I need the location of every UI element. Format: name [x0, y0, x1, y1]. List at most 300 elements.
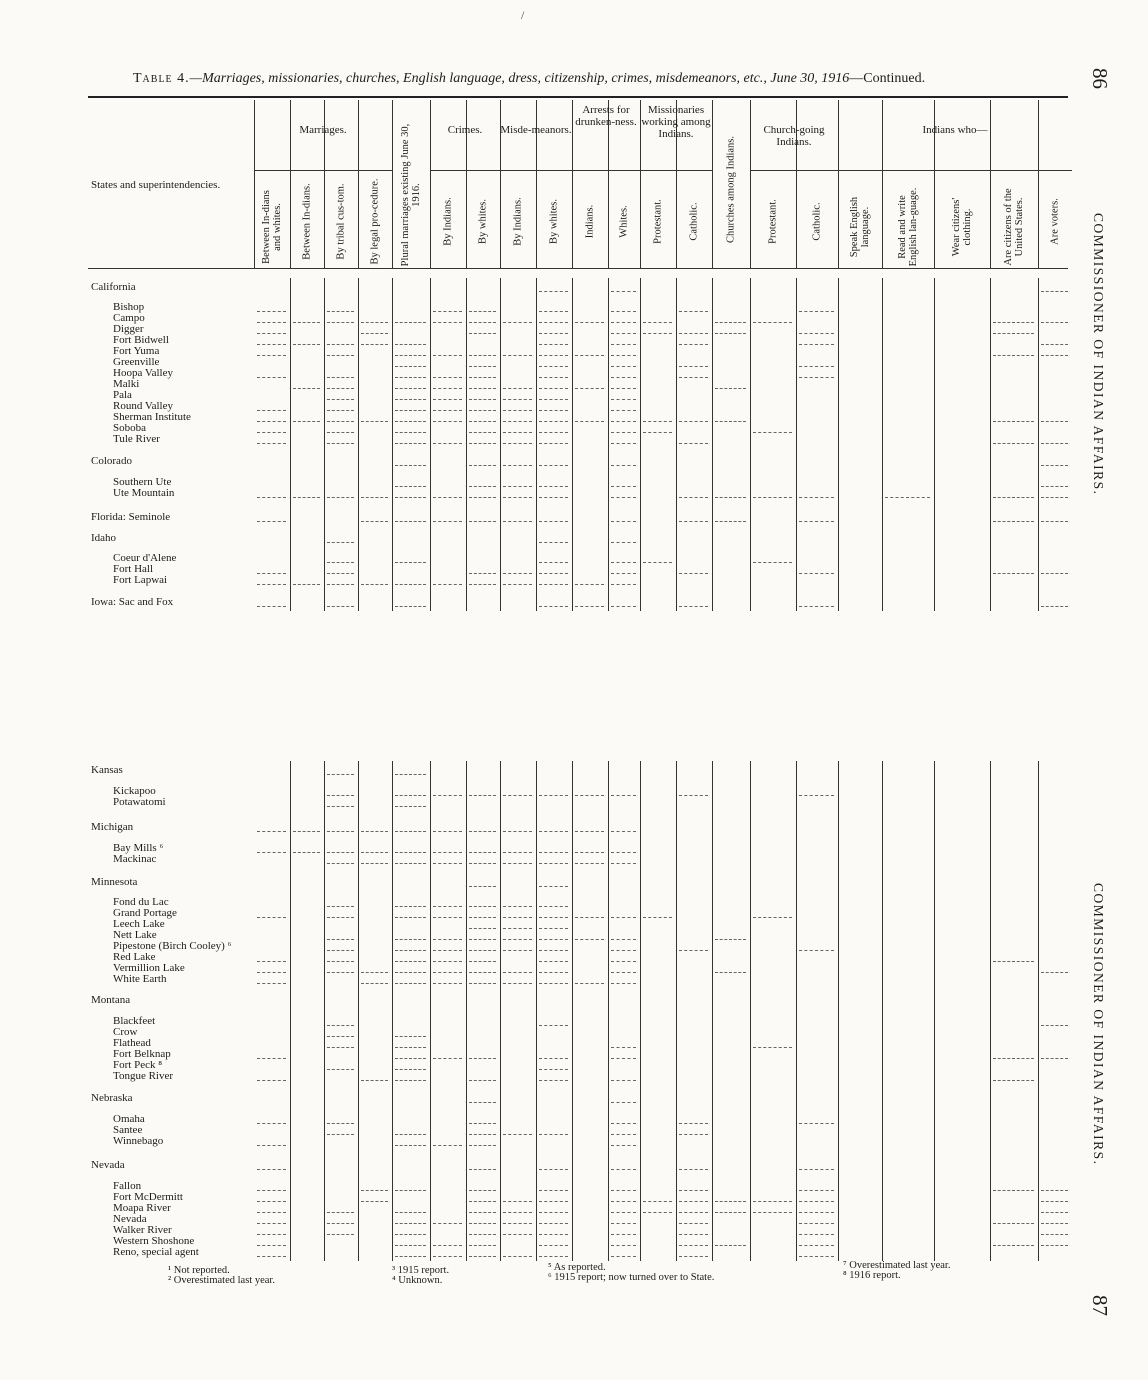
empty-cell [257, 1058, 286, 1059]
empty-cell [257, 573, 286, 574]
empty-cell [361, 322, 388, 323]
empty-cell [611, 831, 636, 832]
empty-cell [539, 410, 568, 411]
empty-cell [539, 1025, 568, 1026]
empty-cell [433, 421, 462, 422]
empty-cell [469, 421, 496, 422]
top-column-divider [324, 278, 325, 611]
row-name: Kickapoo [113, 785, 156, 797]
empty-cell [611, 562, 636, 563]
empty-cell [611, 1134, 636, 1135]
empty-cell [327, 432, 354, 433]
row-label [113, 488, 174, 499]
empty-cell [539, 366, 568, 367]
header-top-rule [88, 96, 1068, 98]
group-underline [750, 170, 838, 171]
empty-cell [503, 928, 532, 929]
row-label [91, 533, 116, 544]
empty-cell [257, 322, 286, 323]
empty-cell [611, 863, 636, 864]
empty-cell [799, 1169, 834, 1170]
empty-cell [679, 311, 708, 312]
empty-cell [503, 497, 532, 498]
empty-cell [575, 795, 604, 796]
row-name: Coeur d'Alene [113, 552, 177, 564]
bottom-column-divider [290, 761, 291, 1261]
empty-cell [539, 983, 568, 984]
empty-cell [395, 1212, 426, 1213]
empty-cell [611, 1080, 636, 1081]
empty-cell [469, 1234, 496, 1235]
empty-cell [679, 1234, 708, 1235]
top-column-divider [392, 278, 393, 611]
top-column-divider [608, 278, 609, 611]
empty-cell [1041, 497, 1068, 498]
empty-cell [799, 1245, 834, 1246]
empty-cell [1041, 1201, 1068, 1202]
empty-cell [611, 432, 636, 433]
empty-cell [611, 606, 636, 607]
empty-cell [753, 322, 792, 323]
empty-cell [327, 906, 354, 907]
column-heading: Wear citizens' clothing. [951, 197, 973, 257]
empty-cell [293, 831, 320, 832]
empty-cell [327, 1234, 354, 1235]
row-name: Fallon [113, 1180, 142, 1192]
empty-cell [257, 1145, 286, 1146]
empty-cell [611, 852, 636, 853]
table-continued: —Continued. [849, 71, 926, 86]
empty-cell [715, 939, 746, 940]
empty-cell [799, 606, 834, 607]
empty-cell [327, 606, 354, 607]
empty-cell [257, 497, 286, 498]
empty-cell [361, 1080, 388, 1081]
column-heading: Are citizens of the United States. [1003, 188, 1025, 266]
top-column-divider [712, 278, 713, 611]
empty-cell [395, 377, 426, 378]
empty-cell [293, 584, 320, 585]
empty-cell [679, 497, 708, 498]
empty-cell [539, 1223, 568, 1224]
empty-cell [503, 906, 532, 907]
empty-cell [1041, 521, 1068, 522]
empty-cell [503, 443, 532, 444]
empty-cell [361, 1201, 388, 1202]
empty-cell [539, 291, 568, 292]
row-name: Leech Lake [113, 918, 165, 930]
empty-cell [433, 983, 462, 984]
empty-cell [993, 443, 1034, 444]
top-column-divider [290, 278, 291, 611]
column-heading: Protestant. [652, 199, 664, 244]
empty-cell [395, 421, 426, 422]
empty-cell [611, 950, 636, 951]
empty-cell [539, 443, 568, 444]
empty-cell [539, 1245, 568, 1246]
bottom-column-divider [990, 761, 991, 1261]
empty-cell [679, 421, 708, 422]
row-name: Kansas [91, 764, 123, 776]
empty-cell [575, 388, 604, 389]
empty-cell [433, 521, 462, 522]
row-name: Minnesota [91, 876, 138, 888]
empty-cell [395, 806, 426, 807]
empty-cell [575, 421, 604, 422]
empty-cell [799, 1201, 834, 1202]
empty-cell [611, 1047, 636, 1048]
empty-cell [257, 521, 286, 522]
empty-cell [327, 562, 354, 563]
empty-cell [433, 355, 462, 356]
empty-cell [361, 584, 388, 585]
empty-cell [395, 1245, 426, 1246]
column-heading: By legal pro-cedure. [369, 178, 381, 265]
column-heading: Indians. [584, 204, 596, 239]
row-label [91, 995, 130, 1006]
empty-cell [1041, 465, 1068, 466]
bottom-column-divider [500, 761, 501, 1261]
empty-cell [395, 906, 426, 907]
header-column-divider [712, 100, 713, 268]
empty-cell [539, 939, 568, 940]
bottom-column-divider [750, 761, 751, 1261]
empty-cell [327, 1025, 354, 1026]
row-name: Moapa River [113, 1202, 171, 1214]
empty-cell [257, 852, 286, 853]
column-heading: By Indians. [512, 197, 524, 246]
empty-cell [1041, 1190, 1068, 1191]
empty-cell [611, 1223, 636, 1224]
empty-cell [539, 377, 568, 378]
empty-cell [539, 950, 568, 951]
empty-cell [433, 410, 462, 411]
empty-cell [679, 521, 708, 522]
empty-cell [395, 443, 426, 444]
row-name: Vermillion Lake [113, 962, 185, 974]
column-heading: Churches among Indians. [725, 135, 737, 244]
header-group: Missionaries working among Indians. [641, 104, 711, 140]
empty-cell [469, 972, 496, 973]
empty-cell [257, 333, 286, 334]
stub-heading: States and superintendencies. [91, 179, 221, 191]
empty-cell [469, 1169, 496, 1170]
empty-cell [503, 521, 532, 522]
column-heading: By whites. [548, 199, 560, 244]
empty-cell [469, 311, 496, 312]
empty-cell [327, 939, 354, 940]
empty-cell [715, 1201, 746, 1202]
column-heading: Between In-dians. [301, 183, 313, 260]
empty-cell [643, 1212, 672, 1213]
empty-cell [679, 1190, 708, 1191]
empty-cell [503, 410, 532, 411]
top-column-divider [990, 278, 991, 611]
bottom-column-divider [1038, 761, 1039, 1261]
empty-cell [469, 939, 496, 940]
empty-cell [469, 366, 496, 367]
empty-cell [469, 1201, 496, 1202]
empty-cell [611, 573, 636, 574]
empty-cell [395, 465, 426, 466]
empty-cell [395, 410, 426, 411]
empty-cell [433, 972, 462, 973]
empty-cell [327, 1069, 354, 1070]
empty-cell [395, 486, 426, 487]
row-label [91, 765, 123, 776]
empty-cell [799, 521, 834, 522]
top-column-divider [882, 278, 883, 611]
empty-cell [257, 1223, 286, 1224]
empty-cell [469, 1223, 496, 1224]
top-column-divider [466, 278, 467, 611]
empty-cell [611, 355, 636, 356]
empty-cell [257, 421, 286, 422]
empty-cell [539, 1169, 568, 1170]
empty-cell [611, 939, 636, 940]
empty-cell [361, 983, 388, 984]
row-name: Hoopa Valley [113, 367, 173, 379]
empty-cell [679, 1212, 708, 1213]
row-name: Winnebago [113, 1135, 164, 1147]
empty-cell [539, 497, 568, 498]
empty-cell [679, 1223, 708, 1224]
row-name: Malki [113, 378, 140, 390]
empty-cell [433, 399, 462, 400]
empty-cell [327, 1123, 354, 1124]
empty-cell [327, 322, 354, 323]
top-column-divider [536, 278, 537, 611]
empty-cell [327, 344, 354, 345]
bottom-column-divider [640, 761, 641, 1261]
empty-cell [395, 562, 426, 563]
empty-cell [395, 1234, 426, 1235]
empty-cell [503, 972, 532, 973]
row-name: Idaho [91, 532, 117, 544]
bottom-column-divider [934, 761, 935, 1261]
empty-cell [575, 983, 604, 984]
empty-cell [257, 1245, 286, 1246]
row-label [113, 797, 166, 808]
empty-cell [611, 291, 636, 292]
empty-cell [327, 863, 354, 864]
empty-cell [799, 311, 834, 312]
empty-cell [539, 972, 568, 973]
bottom-column-divider [676, 761, 677, 1261]
row-name: Campo [113, 312, 145, 324]
empty-cell [993, 421, 1034, 422]
empty-cell [327, 1036, 354, 1037]
empty-cell [753, 1212, 792, 1213]
group-underline [430, 170, 500, 171]
empty-cell [799, 950, 834, 951]
empty-cell [539, 831, 568, 832]
row-label [113, 854, 156, 865]
empty-cell [993, 961, 1034, 962]
footnote-3: ³ 1915 report. [392, 1265, 450, 1276]
empty-cell [469, 521, 496, 522]
top-column-divider [838, 278, 839, 611]
empty-cell [503, 1223, 532, 1224]
row-name: Bishop [113, 301, 145, 313]
empty-cell [395, 1134, 426, 1135]
empty-cell [539, 486, 568, 487]
empty-cell [539, 1069, 568, 1070]
empty-cell [1041, 1234, 1068, 1235]
empty-cell [993, 355, 1034, 356]
row-label [113, 974, 166, 985]
row-name: Crow [113, 1026, 138, 1038]
empty-cell [395, 1080, 426, 1081]
top-column-divider [358, 278, 359, 611]
row-name: Ute Mountain [113, 487, 175, 499]
row-name: Santee [113, 1124, 143, 1136]
empty-cell [327, 573, 354, 574]
group-underline [838, 170, 1072, 171]
empty-cell [1041, 421, 1068, 422]
column-heading: Plural marriages existing June 30, 1916. [400, 123, 422, 267]
empty-cell [611, 1245, 636, 1246]
empty-cell [469, 983, 496, 984]
empty-cell [799, 497, 834, 498]
empty-cell [469, 399, 496, 400]
empty-cell [575, 852, 604, 853]
empty-cell [885, 497, 930, 498]
empty-cell [799, 1234, 834, 1235]
empty-cell [361, 852, 388, 853]
empty-cell [539, 333, 568, 334]
empty-cell [361, 521, 388, 522]
column-heading: Catholic. [811, 202, 823, 241]
empty-cell [679, 1123, 708, 1124]
empty-cell [361, 972, 388, 973]
header-group: Arrests for drunken-ness. [575, 104, 637, 128]
empty-cell [799, 1223, 834, 1224]
empty-cell [503, 1134, 532, 1135]
empty-cell [503, 399, 532, 400]
bottom-column-divider [392, 761, 393, 1261]
empty-cell [327, 852, 354, 853]
empty-cell [395, 1256, 426, 1257]
empty-cell [469, 573, 496, 574]
row-label [91, 822, 133, 833]
empty-cell [257, 377, 286, 378]
empty-cell [575, 863, 604, 864]
empty-cell [257, 1080, 286, 1081]
empty-cell [715, 1245, 746, 1246]
empty-cell [361, 863, 388, 864]
empty-cell [643, 432, 672, 433]
empty-cell [611, 521, 636, 522]
row-name: Pipestone (Birch Cooley) ⁶ [113, 940, 232, 952]
empty-cell [395, 366, 426, 367]
empty-cell [327, 355, 354, 356]
empty-cell [469, 1102, 496, 1103]
row-name: Omaha [113, 1113, 145, 1125]
empty-cell [433, 443, 462, 444]
top-column-divider [750, 278, 751, 611]
row-name: Flathead [113, 1037, 151, 1049]
empty-cell [539, 573, 568, 574]
bottom-column-divider [324, 761, 325, 1261]
header-bottom-rule [88, 268, 1068, 269]
row-label [91, 512, 170, 523]
row-label [113, 1136, 163, 1147]
empty-cell [469, 1080, 496, 1081]
empty-cell [539, 1190, 568, 1191]
row-name: Western Shoshone [113, 1235, 195, 1247]
row-name: Soboba [113, 422, 146, 434]
empty-cell [753, 1201, 792, 1202]
row-name: Fort Belknap [113, 1048, 171, 1060]
empty-cell [469, 584, 496, 585]
row-name: Fort Hall [113, 563, 154, 575]
empty-cell [503, 421, 532, 422]
empty-cell [503, 1256, 532, 1257]
bottom-column-divider [466, 761, 467, 1261]
empty-cell [611, 388, 636, 389]
empty-cell [799, 1256, 834, 1257]
empty-cell [327, 584, 354, 585]
row-name: Nevada [113, 1213, 147, 1225]
row-name: Red Lake [113, 951, 156, 963]
empty-cell [679, 1245, 708, 1246]
top-column-divider [430, 278, 431, 611]
empty-cell [1041, 1223, 1068, 1224]
header-group: Church-going Indians. [763, 124, 825, 148]
empty-cell [611, 972, 636, 973]
empty-cell [503, 852, 532, 853]
empty-cell [611, 1145, 636, 1146]
empty-cell [643, 917, 672, 918]
empty-cell [257, 410, 286, 411]
row-name: Nett Lake [113, 929, 157, 941]
empty-cell [611, 961, 636, 962]
empty-cell [799, 366, 834, 367]
empty-cell [395, 795, 426, 796]
empty-cell [395, 774, 426, 775]
top-column-divider [676, 278, 677, 611]
column-heading: Protestant. [767, 199, 779, 244]
empty-cell [611, 377, 636, 378]
empty-cell [539, 355, 568, 356]
empty-cell [993, 497, 1034, 498]
empty-cell [611, 542, 636, 543]
empty-cell [395, 1058, 426, 1059]
empty-cell [503, 950, 532, 951]
column-heading: Speak English language. [849, 196, 871, 258]
empty-cell [327, 972, 354, 973]
empty-cell [539, 421, 568, 422]
empty-cell [469, 377, 496, 378]
empty-cell [503, 584, 532, 585]
empty-cell [361, 831, 388, 832]
empty-cell [1041, 291, 1068, 292]
row-name: Reno, special agent [113, 1246, 199, 1258]
empty-cell [257, 606, 286, 607]
column-heading: By whites. [477, 199, 489, 244]
empty-cell [395, 399, 426, 400]
empty-cell [469, 1190, 496, 1191]
row-label [91, 456, 132, 467]
empty-cell [575, 831, 604, 832]
empty-cell [257, 1123, 286, 1124]
empty-cell [643, 1201, 672, 1202]
empty-cell [361, 344, 388, 345]
empty-cell [799, 573, 834, 574]
empty-cell [327, 399, 354, 400]
empty-cell [993, 521, 1034, 522]
